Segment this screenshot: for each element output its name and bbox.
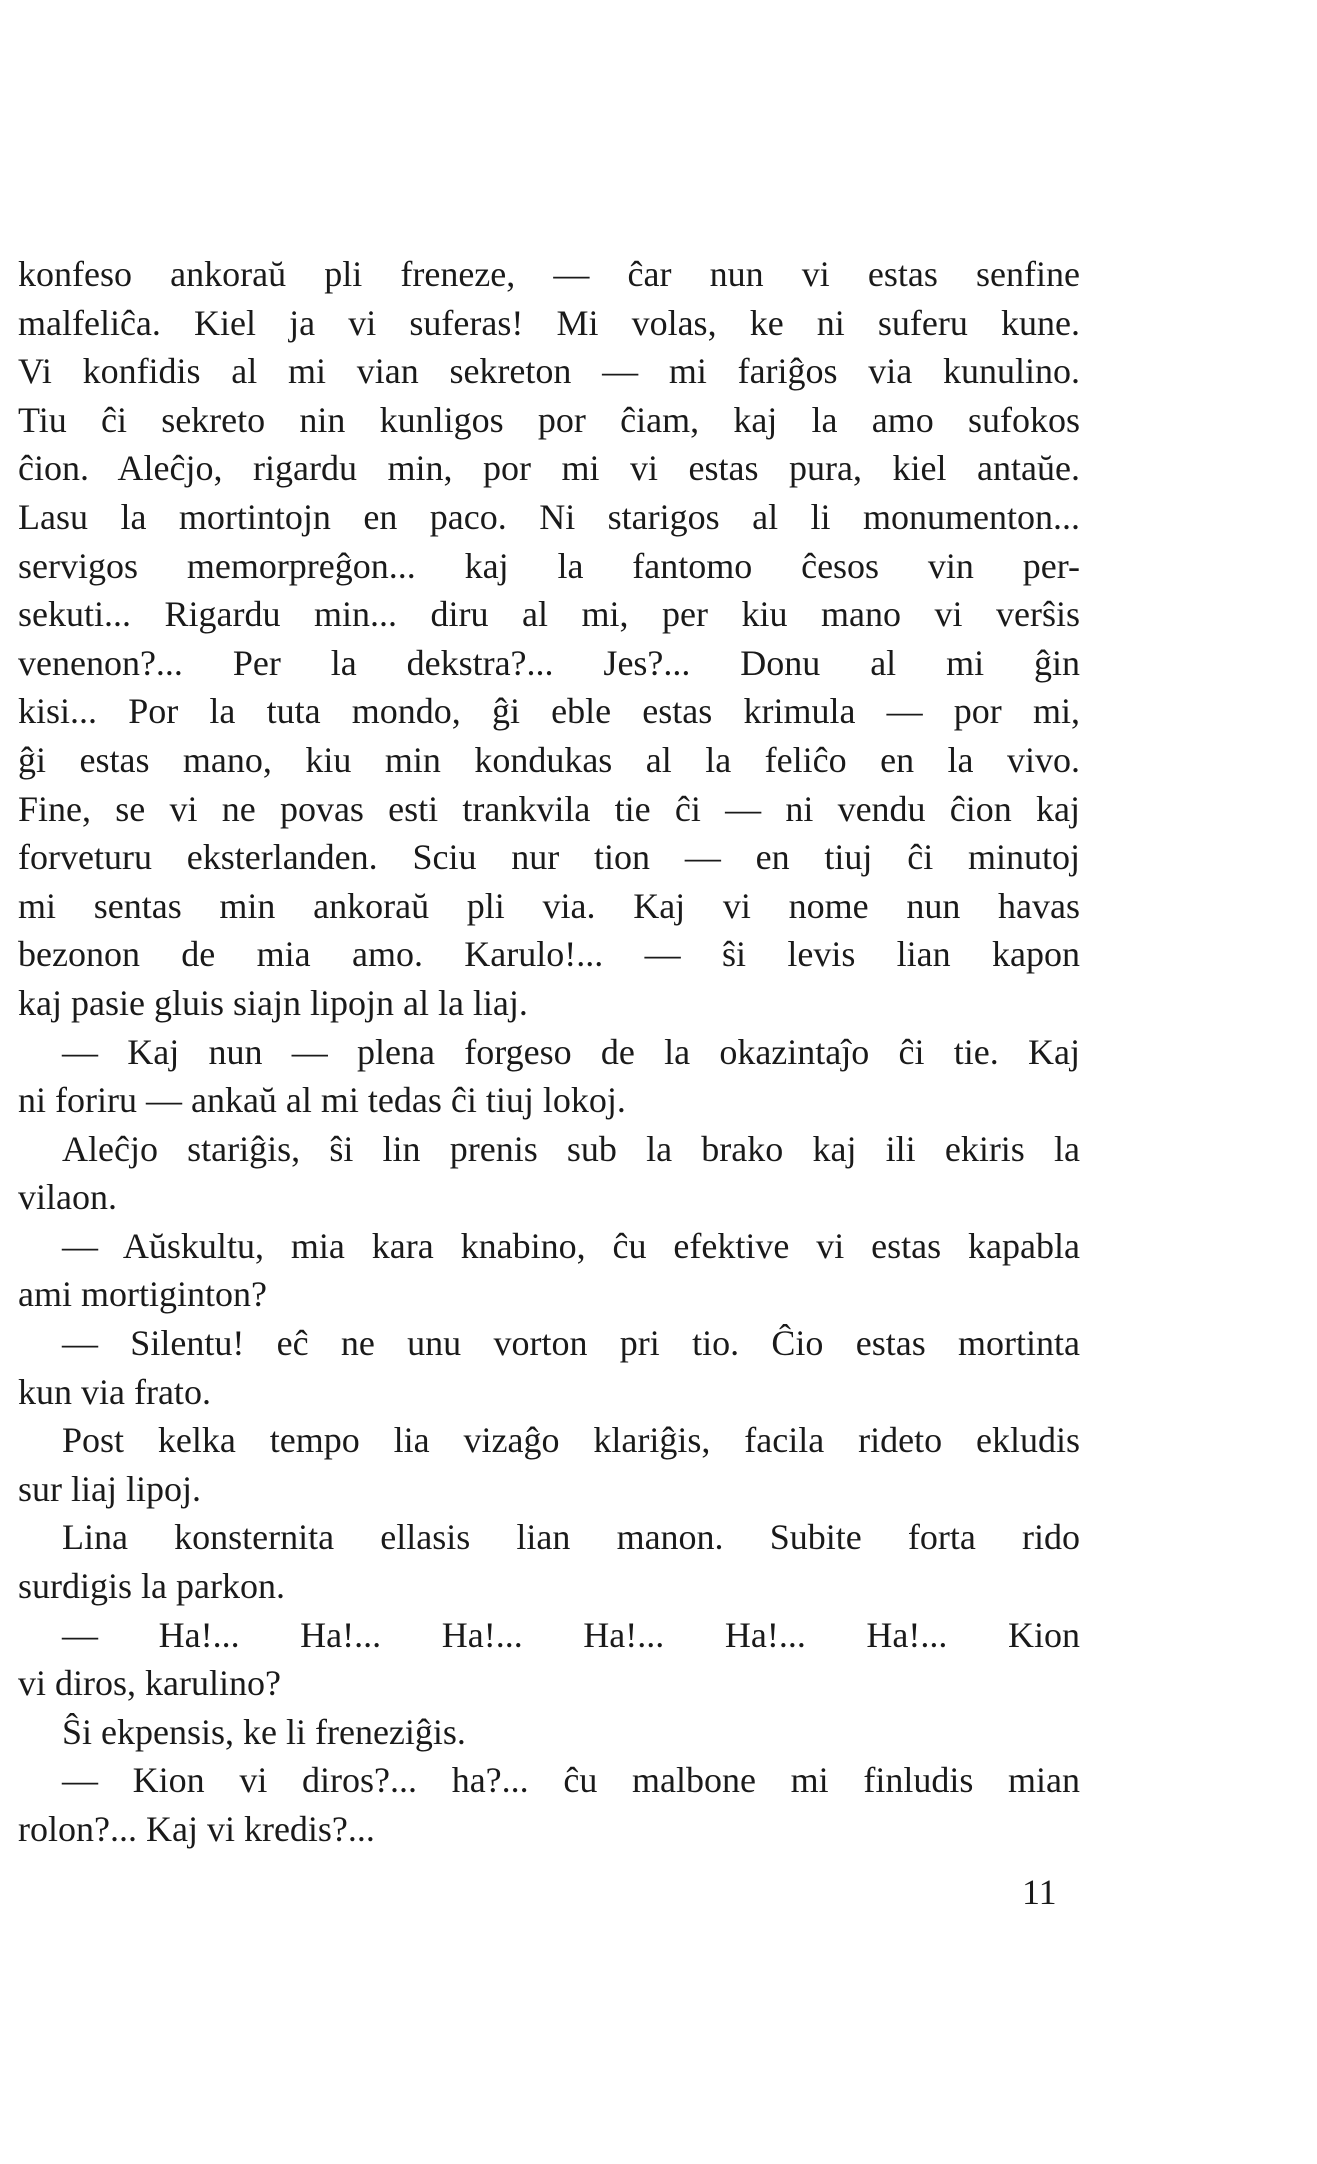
text-line: konfeso ankoraŭ pli freneze, — ĉar nun vi estas senfine	[18, 254, 1080, 294]
text-line: Fine, se vi ne povas esti trankvila tie ĉi — ni vendu ĉion kaj	[18, 788, 1080, 829]
page-number: 11	[1022, 1872, 1057, 1912]
text-line: forveturu eksterlanden. Sciu nur tion — en tiuj ĉi minutoj	[18, 837, 1080, 878]
text-line: sur liaj lipoj.	[18, 1468, 201, 1509]
text-line: Lasu la mortintojn en paco. Ni starigos al li monumenton...	[18, 496, 1080, 537]
text-line: ĉion. Aleĉjo, rigardu min, por mi vi estas pura, kiel antaŭe.	[18, 448, 1080, 489]
text-line: Aleĉjo stariĝis, ŝi lin prenis sub la brako kaj ili ekiris la	[62, 1128, 1080, 1169]
text-line: venenon?... Per la dekstra?... Jes?... Donu al mi ĝin	[18, 642, 1080, 683]
text-line: Post kelka tempo lia vizaĝo klariĝis, facila rideto ekludis	[62, 1420, 1080, 1461]
text-line: vi diros, karulino?	[18, 1663, 281, 1704]
text-line: — Aŭskultu, mia kara knabino, ĉu efektive vi estas kapabla	[62, 1225, 1080, 1266]
text-line: ni foriru — ankaŭ al mi tedas ĉi tiuj lokoj.	[18, 1080, 626, 1121]
text-line: sekuti... Rigardu min... diru al mi, per kiu mano vi verŝis	[18, 594, 1080, 635]
text-line: Tiu ĉi sekreto nin kunligos por ĉiam, kaj la amo sufokos	[18, 399, 1080, 440]
text-line: — Ha!... Ha!... Ha!... Ha!... Ha!... Ha!... Kion	[62, 1614, 1080, 1655]
text-line: mi sentas min ankoraŭ pli via. Kaj vi nome nun havas	[18, 885, 1080, 926]
text-line: kisi... Por la tuta mondo, ĝi eble estas krimula — por mi,	[18, 691, 1080, 732]
text-line: Vi konfidis al mi vian sekreton — mi fariĝos via kunulino.	[18, 351, 1080, 392]
page-text	[18, 250, 1080, 1854]
text-line: Ŝi ekpensis, ke li freneziĝis.	[62, 1711, 466, 1752]
text-line: ĝi estas mano, kiu min kondukas al la feliĉo en la vivo.	[18, 739, 1080, 780]
text-line: — Silentu! eĉ ne unu vorton pri tio. Ĉio estas mortinta	[62, 1323, 1080, 1364]
text-line: ami mortiginton?	[18, 1274, 267, 1315]
text-line: Lina konsternita ellasis lian manon. Subite forta rido	[62, 1517, 1080, 1558]
text-line: kun via frato.	[18, 1371, 211, 1412]
text-line: — Kaj nun — plena forgeso de la okazintaĵo ĉi tie. Kaj	[62, 1031, 1080, 1072]
text-line: rolon?... Kaj vi kredis?...	[18, 1809, 375, 1849]
text-line: vilaon.	[18, 1177, 117, 1218]
text-line: servigos memorpreĝon... kaj la fantomo ĉesos vin per-	[18, 545, 1080, 586]
text-line: kaj pasie gluis siajn lipojn al la liaj.	[18, 982, 528, 1023]
text-line: bezonon de mia amo. Karulo!... — ŝi levis lian kapon	[18, 934, 1080, 975]
text-line: surdigis la parkon.	[18, 1566, 285, 1607]
text-line: malfeliĉa. Kiel ja vi suferas! Mi volas, ke ni suferu kune.	[18, 302, 1080, 343]
text-line: — Kion vi diros?... ha?... ĉu malbone mi finludis mian	[62, 1760, 1080, 1801]
